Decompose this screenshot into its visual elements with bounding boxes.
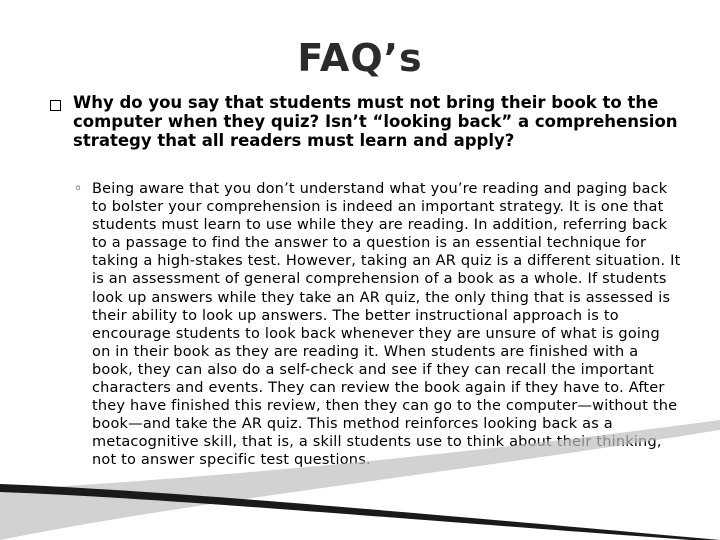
faq-question: Why do you say that students must not bring their book to the computer when they quiz? Isn’t “looking back” a comprehension strategy that all readers must learn and apply? — [73, 93, 678, 150]
sub-bullet-marker: ◦ — [74, 181, 83, 197]
decorative-swoosh — [0, 420, 720, 540]
faq-answer: Being aware that you don’t understand what you’re reading and paging back to bolster your comprehension is indeed an important strategy. It is one that students must learn to use while they are reading. In addition, referring back to a passage to find the answer to a question is an essential technique for taking a high-stakes test. However, taking an AR quiz is a different situation. It is an assessment of general comprehension of a book as a whole. If students look up answers while they take an AR quiz, the only thing that is assessed is their ability to look up answers. The better instructional approach is to encourage students to look back whenever they are unsure of what is going on in their book as they are reading it. When students are finished with a book, they can also do a self-check and see if they can recall the important characters and events. They can review the book again if they have to. After they have finished this review, then they can go to the computer—without the book—and take the AR quiz. This method reinforces looking back as a metacognitive skill, that is, a skill students use to think about their thinking, not to answer specific test questions. — [92, 181, 681, 469]
swoosh-light-band — [0, 420, 720, 540]
slide-title: FAQ’s — [297, 36, 423, 80]
hollow-square-bullet-icon — [50, 100, 61, 111]
